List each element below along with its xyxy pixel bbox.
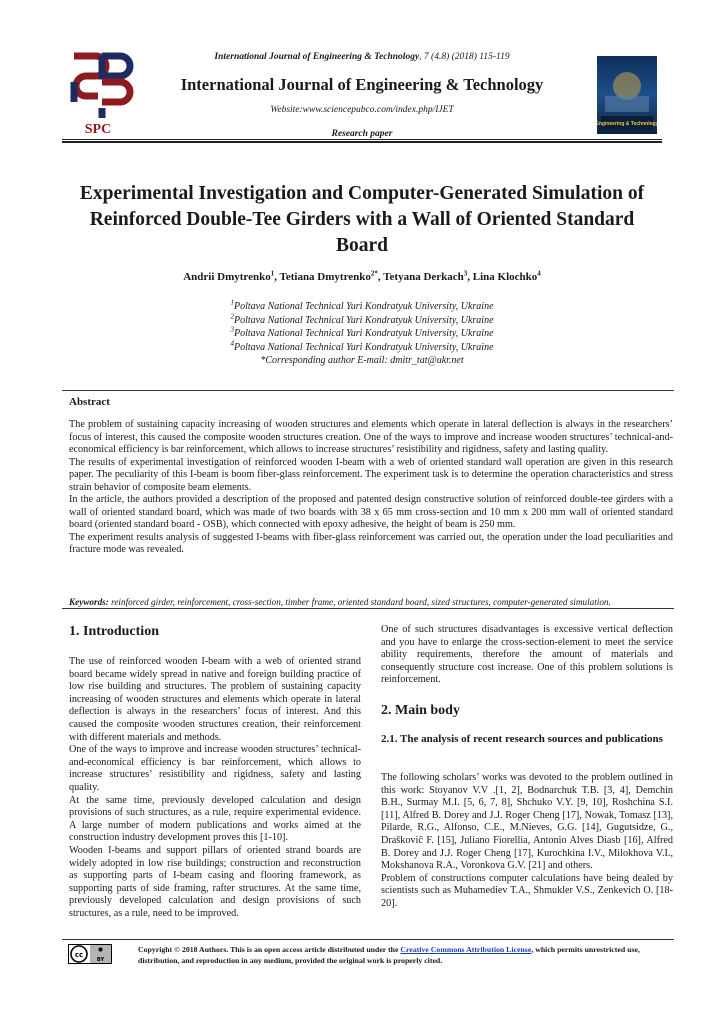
- abstract-paragraph: In the article, the authors provided a description of the proposed and patented design constructive solution of reinforced double-tee girders with a wall of oriented standard board, which was made of two boards with 38 x 65 mm cross-section and 10 mm x 200 mm wall of oriented standard board (oriented standard board - OSB), which connected with epoxy adhesive, the height of beam is 250 mm.: [69, 494, 673, 530]
- abstract-body: [69, 419, 673, 557]
- journal-name: International Journal of Engineering & Technology: [180, 75, 544, 94]
- affiliation: $^2$Poltava National Technical Yuri Kondratyuk University, Ukraine: [230, 312, 494, 326]
- abstract-paragraph: The problem of sustaining capacity increasing of wooden structures and elements which operate in lateral deflection is always in the researchers’ focus of interest, this caused the composite wooden structures creation. One of the ways to improve and increase wooden structures’ technical-and-economical efficiency is bar reinforcement, which allows to increase structures’ resistibility and rigidness, safety and lasting quality.: [69, 419, 673, 455]
- body-paragraph: One of such structures disadvantages is excessive vertical deflection and you have to enlarge the cross-section-element to meet the service ability requirements, therefore the amount of materials and consequently structure cost increase. One of this problem solutions is reinforcement.: [381, 624, 673, 686]
- section-heading-main-body: 2. Main body: [381, 703, 460, 718]
- body-paragraph: The following scholars’ works was devoted to the problem outlined in this work: Stoyanov V.V .[1, 2], Bodnarchuk T.B. [3, 4], Demchin B.H., Surmay M.I. [5, 6, 7, 8], Shchuko V.Y. [9, 10], Roshchina S.I. [11], Alfred B. Dorey and J.J. Roger Cheng [17], Nowak, Tomasz [13], Pilarde, R.G., Alfonso, C.E., M.Nieves, G.G. [14], Gugutsidze, G., Draškovič F. [15], Juliano Fiorellia, Antonio Alves Diasb [16], Alfred B. Dorey and J.J. Roger Cheng [17], Kurochkina I.V., Milokhova V.I., Mokshanova R.A., Voronkova G.V. [21] and others.: [381, 772, 673, 872]
- cc-by-license-icon[interactable]: [68, 944, 112, 964]
- keywords: [69, 597, 673, 607]
- journal-website[interactable]: Website:www.sciencepubco.com/index.php/IJET: [270, 105, 454, 115]
- section-heading-introduction: 1. Introduction: [69, 624, 159, 639]
- svg-text:cc: cc: [74, 951, 84, 959]
- keywords-label: Keywords:: [69, 597, 109, 607]
- abstract-heading: Abstract: [69, 396, 110, 408]
- header-divider-thick: [62, 141, 662, 143]
- author: Andrii Dmytrenko$^1$: [183, 269, 275, 283]
- body-paragraph: Wooden I-beams and support pillars of oriented strand boards are widely adopted in low rise buildings; construction and reconstruction as supporting parts of I-beam casing and flooring framework, as supporting parts of side framing, rafter structures. At the same time, previously developed calculation and design provisions of such structures, as a rule, need to be improved.: [69, 844, 361, 919]
- affiliations: [70, 300, 654, 368]
- abstract-paragraph: The results of experimental investigation of reinforced wooden I-beam with a web of oriented standard wall operation are given in this research paper. The peculiarity of this I-beam is boom fiber-glass reinforcement. The experiment task is to determine the operation characteristics and stress strain behavior of composite beam elements.: [69, 456, 673, 493]
- body-paragraph: The use of reinforced wooden I-beam with a web of oriented strand board became widely spread in native and foreign building practice of low rise building and structures. The problem of sustaining capacity increasing of wooden structures and elements which operate in lateral deflection is always in the researchers’ focus of interest. And this caused the composite wooden structures creation, their reinforcement with different materials and methods.: [69, 656, 361, 743]
- body-paragraph: Problem of constructions computer calculations have being dealed by scientists such as Muhamediev T.A., Shmukler V.S., Zenkevich O. [18-20].: [381, 872, 673, 909]
- cover-title: Engineering & Technology: [597, 121, 657, 127]
- logo-text: SPC: [84, 122, 112, 136]
- author: Lina Klochko$^4$: [472, 269, 541, 283]
- author: Tetiana Dmytrenko$^{2*}$: [279, 269, 378, 283]
- paper-type-label: Research paper: [331, 129, 393, 139]
- author: Tetyana Derkach$^3$: [383, 269, 468, 283]
- license-notice: Copyright © 2018 Authors. This is an open access article distributed under the Creative Commons Attribution License, which permits unrestricted use, distribution, and reproduction in any medium, provided the original work is properly cited.: [138, 945, 640, 965]
- keywords-text: reinforced girder, reinforcement, cross-section, timber frame, oriented standard board, sized structures, computer-generated simulation.: [111, 597, 611, 607]
- publisher-logo: [62, 52, 134, 136]
- affiliation: $^4$Poltava National Technical Yuri Kondratyuk University, Ukraine: [230, 339, 494, 353]
- body-paragraph: At the same time, previously developed calculation and design provisions of such structures, as a rule, require experimental evidence. A large number of modern publications and works aimed at the construction industry development proves this [1-10].: [69, 794, 361, 844]
- affiliation: $^1$Poltava National Technical Yuri Kondratyuk University, Ukraine: [230, 298, 494, 312]
- affiliation: $^3$Poltava National Technical Yuri Kondratyuk University, Ukraine: [230, 325, 494, 339]
- license-link[interactable]: Creative Commons Attribution License: [400, 945, 532, 954]
- author-list: Andrii Dmytrenko$^1$, Tetiana Dmytrenko$^{2*}$, Tetyana Derkach$^3$, Lina Klochko$^4$: [183, 269, 541, 283]
- abstract-paragraph: The experiment results analysis of suggested I-beams with fiber-glass reinforcement was carried out, the operation under the load peculiarities and fracture mode was revealed.: [69, 531, 673, 555]
- abstract-bottom-rule: [62, 608, 674, 609]
- header-divider: [62, 139, 662, 140]
- corresponding-author: *Corresponding author E-mail: dmitr_tat@ukr.net: [260, 355, 464, 366]
- journal-cover-image: [597, 56, 657, 134]
- subsection-heading: 2.1. The analysis of recent research sources and publications: [381, 733, 663, 745]
- body-paragraph: One of the ways to improve and increase wooden structures’ technical-and-economical efficiency is bar reinforcement, which allows to increase structures’ resistibility and rigidness, safety and lasting quality.: [69, 744, 361, 793]
- abstract-top-rule: [62, 390, 674, 391]
- main-body-text: [381, 772, 673, 911]
- introduction-text: [69, 656, 361, 920]
- footer-rule: [62, 939, 674, 940]
- cc-by-label: BY: [96, 957, 105, 963]
- journal-reference: International Journal of Engineering & Technology, 7 (4.8) (2018) 115-119: [214, 52, 510, 62]
- paper-title: Experimental Investigation and Computer-Generated Simulation of Reinforced Double-Tee Girders with a Wall of Oriented Standard Board: [79, 183, 645, 256]
